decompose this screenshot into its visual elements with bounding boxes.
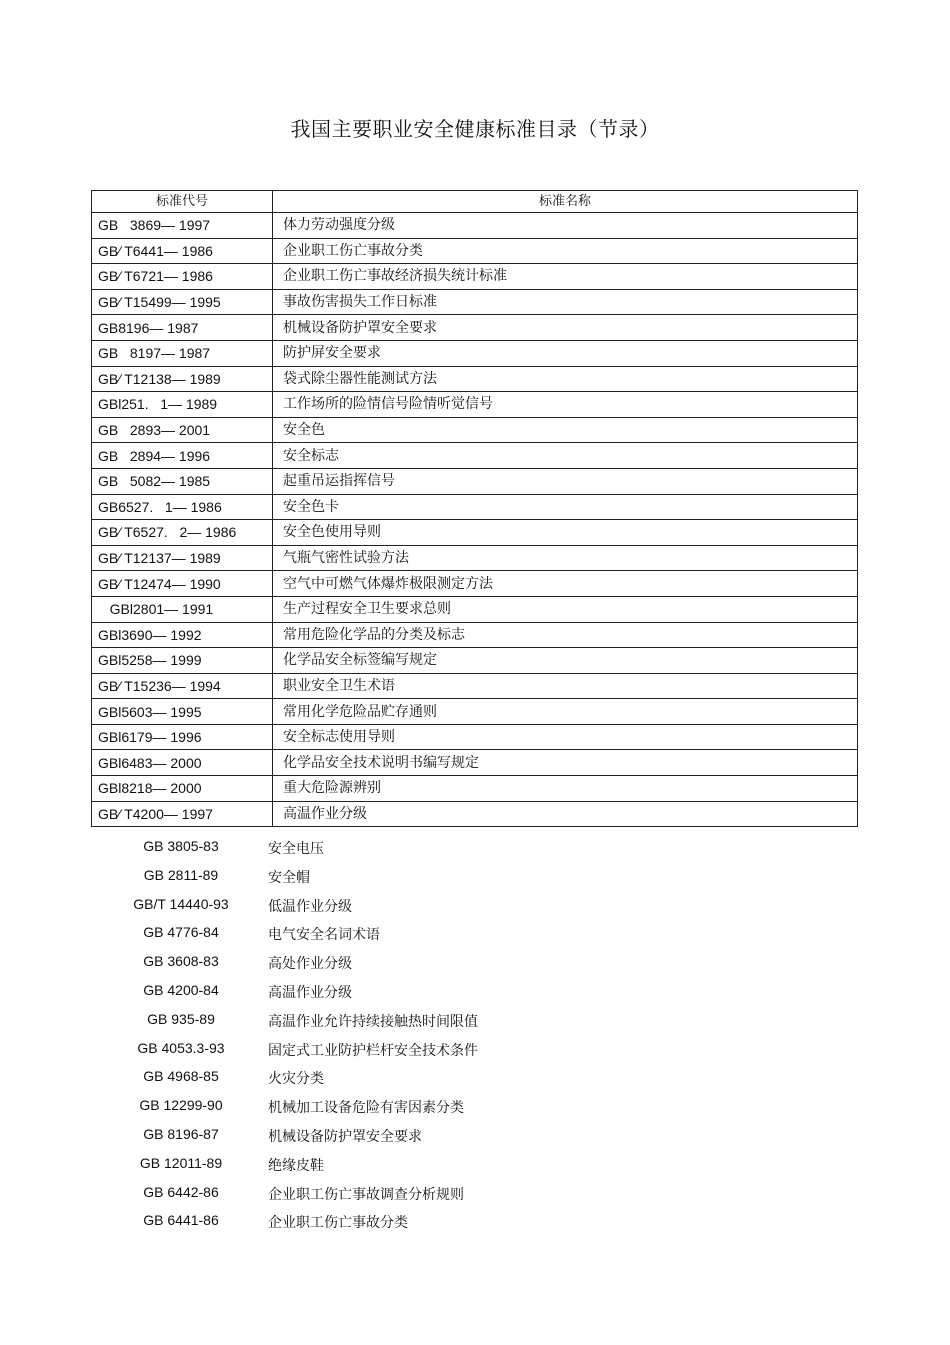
standard-code: GB∕ T12474— 1990	[92, 571, 273, 597]
standard-code: GBl6483— 2000	[92, 750, 273, 776]
standard-name: 职业安全卫生术语	[273, 673, 858, 699]
table-row	[92, 520, 858, 546]
list-standard-name: 固定式工业防护栏杆安全技术条件	[268, 1042, 478, 1059]
list-standard-name: 机械设备防护罩安全要求	[268, 1129, 422, 1145]
table-row	[92, 340, 858, 366]
standard-code: GB∕ T6721— 1986	[92, 264, 273, 290]
list-standard-name: 高处作业分级	[268, 956, 352, 973]
list-standard-name: 机械加工设备危险有害因素分类	[268, 1100, 464, 1117]
standard-name: 安全标志	[273, 443, 858, 469]
list-standard-name: 安全电压	[268, 841, 324, 857]
standard-name: 化学品安全标签编写规定	[273, 648, 858, 674]
standard-name: 常用危险化学品的分类及标志	[273, 622, 858, 648]
table-row	[92, 494, 858, 520]
standard-name: 安全标志使用导则	[273, 724, 858, 750]
table-row	[92, 596, 858, 622]
header-name: 标准名称	[273, 191, 858, 213]
table-row	[92, 315, 858, 341]
standard-name: 生产过程安全卫生要求总则	[273, 596, 858, 622]
standard-code: GBl3690— 1992	[92, 622, 273, 648]
table-row	[92, 264, 858, 290]
list-standard-name: 企业职工伤亡事故调查分析规则	[268, 1186, 464, 1203]
standards-table	[91, 190, 858, 827]
standard-code: GB 2893— 2001	[92, 417, 273, 443]
standard-code: GB8196— 1987	[92, 315, 273, 341]
list-item	[0, 924, 950, 952]
list-standard-name: 企业职工伤亡事故分类	[268, 1215, 408, 1232]
standard-name: 气瓶气密性试验方法	[273, 545, 858, 571]
standard-code: GB∕ T12137— 1989	[92, 545, 273, 571]
list-standard-code: GB 4200-84	[143, 982, 219, 998]
list-standard-name: 电气安全名词术语	[268, 927, 380, 944]
list-standard-code: GB 3608-83	[143, 953, 219, 970]
list-item	[0, 1040, 950, 1068]
standard-code: GB∕ T4200— 1997	[92, 801, 273, 827]
table-row	[92, 468, 858, 494]
table-header-row	[92, 191, 858, 213]
list-standard-code: GB 6442-86	[143, 1183, 219, 1200]
table-row	[92, 699, 858, 725]
standard-name: 常用化学危险品贮存通则	[273, 699, 858, 725]
table-row	[92, 571, 858, 597]
list-standard-name: 绝缘皮鞋	[268, 1157, 324, 1174]
list-item	[0, 1155, 950, 1183]
list-item	[0, 1097, 950, 1125]
standard-code: GB6527. 1— 1986	[92, 494, 273, 520]
standard-name: 体力劳动强度分级	[273, 213, 858, 239]
standard-code: GB∕ T12138— 1989	[92, 366, 273, 392]
list-standard-code: GB 2811-89	[143, 866, 219, 883]
standard-name: 高温作业分级	[273, 801, 858, 827]
standard-code: GBl5258— 1999	[92, 648, 273, 674]
list-standard-name: 高温作业允许持续接触热时间限值	[268, 1013, 478, 1030]
list-item	[0, 838, 950, 866]
table-row	[92, 213, 858, 239]
standard-code: GBl2801— 1991	[92, 596, 273, 622]
standard-name: 重大危险源辨别	[273, 776, 858, 802]
list-item	[0, 953, 950, 981]
standard-name: 安全色卡	[273, 494, 858, 520]
list-standard-code: GB 4968-85	[143, 1068, 219, 1085]
standard-name: 防护屏安全要求	[273, 340, 858, 366]
standard-name: 空气中可燃气体爆炸极限测定方法	[273, 571, 858, 597]
standard-code: GB∕ T15499— 1995	[92, 289, 273, 315]
table-row	[92, 392, 858, 418]
standard-name: 安全色使用导则	[273, 520, 858, 546]
table-row	[92, 750, 858, 776]
standard-code: GBl5603— 1995	[92, 699, 273, 725]
standard-code: GB∕ T15236— 1994	[92, 673, 273, 699]
list-standard-code: GB 935-89	[147, 1010, 215, 1027]
standard-code: GBl251. 1— 1989	[92, 392, 273, 418]
page-title: 我国主要职业安全健康标准目录（节录）	[290, 117, 660, 141]
standard-code: GB∕ T6527. 2— 1986	[92, 520, 273, 546]
standard-name: 事故伤害损失工作日标准	[273, 289, 858, 315]
list-item	[0, 1011, 950, 1039]
standard-code: GB 2894— 1996	[92, 443, 273, 469]
table-row	[92, 724, 858, 750]
list-standard-code: GB 6441-86	[143, 1212, 219, 1229]
standard-name: 化学品安全技术说明书编写规定	[273, 750, 858, 776]
standard-name: 企业职工伤亡事故分类	[273, 238, 858, 264]
list-item	[0, 1068, 950, 1096]
header-code: 标准代号	[92, 191, 273, 213]
list-standard-name: 安全帽	[268, 869, 310, 886]
standard-name: 工作场所的险情信号险情听觉信号	[273, 392, 858, 418]
table-row	[92, 801, 858, 827]
table-row	[92, 289, 858, 315]
table-row	[92, 443, 858, 469]
standard-code: GB 3869— 1997	[92, 213, 273, 239]
table-row	[92, 238, 858, 264]
list-standard-code: GB 4053.3-93	[137, 1039, 225, 1056]
list-standard-name: 低温作业分级	[268, 898, 352, 915]
list-standard-code: GB 12299-90	[139, 1097, 223, 1114]
standard-code: GBl8218— 2000	[92, 776, 273, 802]
table-row	[92, 776, 858, 802]
table-row	[92, 648, 858, 674]
standard-name: 起重吊运指挥信号	[273, 468, 858, 494]
standard-name: 机械设备防护罩安全要求	[273, 315, 858, 341]
list-standard-name: 高温作业分级	[268, 985, 352, 1001]
standard-code: GB∕ T6441— 1986	[92, 238, 273, 264]
standard-code: GB 5082— 1985	[92, 468, 273, 494]
list-standard-name: 火灾分类	[268, 1071, 324, 1088]
standard-name: 企业职工伤亡事故经济损失统计标准	[273, 264, 858, 290]
table-row	[92, 673, 858, 699]
list-standard-code: GB 4776-84	[143, 924, 219, 941]
list-item	[0, 982, 950, 1010]
list-standard-code: GB 12011-89	[139, 1154, 223, 1171]
standard-name: 袋式除尘器性能测试方法	[273, 366, 858, 392]
list-standard-code: GB 3805-83	[143, 838, 219, 854]
list-item	[0, 1212, 950, 1240]
list-item	[0, 1126, 950, 1154]
standard-code: GBl6179— 1996	[92, 724, 273, 750]
table-row	[92, 622, 858, 648]
table-row	[92, 417, 858, 443]
list-standard-code: GB/T 14440-93	[133, 895, 229, 912]
list-item	[0, 896, 950, 924]
list-item	[0, 1184, 950, 1212]
table-row	[92, 366, 858, 392]
table-row	[92, 545, 858, 571]
standard-name: 安全色	[273, 417, 858, 443]
standard-code: GB 8197— 1987	[92, 340, 273, 366]
list-standard-code: GB 8196-87	[143, 1126, 219, 1142]
list-item	[0, 867, 950, 895]
